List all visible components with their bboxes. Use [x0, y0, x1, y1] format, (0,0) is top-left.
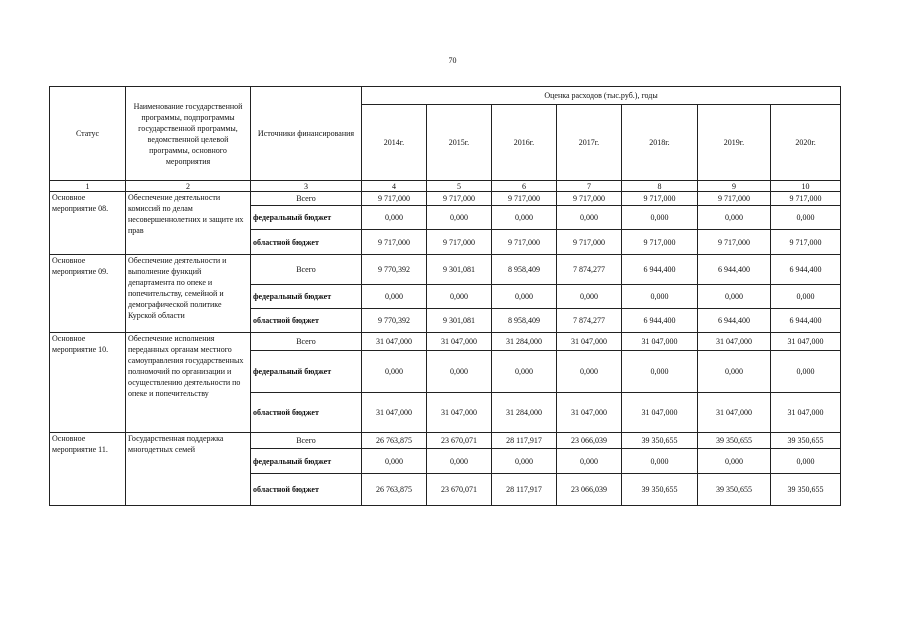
row-value-cell: 23 670,071 [427, 474, 492, 506]
column-index: 5 [427, 181, 492, 192]
row-funding-source: федеральный бюджет [251, 351, 362, 393]
row-value-cell: 0,000 [427, 206, 492, 230]
groups-body [50, 192, 841, 506]
header-status: Статус [50, 87, 126, 181]
row-funding-source: Всего [251, 433, 362, 449]
row-value-cell: 0,000 [771, 285, 841, 309]
column-index: 6 [492, 181, 557, 192]
row-program-name: Обеспечение деятельности и выполнение функций департамента по опеке и попечительству, семейной и демографической политике Курской области [126, 255, 251, 333]
row-value-cell: 31 047,000 [362, 333, 427, 351]
row-value-cell: 39 350,655 [771, 433, 841, 449]
column-index: 8 [622, 181, 698, 192]
row-funding-source: федеральный бюджет [251, 206, 362, 230]
row-value-cell: 0,000 [362, 449, 427, 474]
row-value-cell: 26 763,875 [362, 474, 427, 506]
row-value-cell: 9 717,000 [427, 192, 492, 206]
row-funding-source: Всего [251, 255, 362, 285]
table-row [50, 333, 841, 351]
row-funding-source: областной бюджет [251, 309, 362, 333]
row-value-cell: 0,000 [427, 351, 492, 393]
row-program-name: Государственная поддержка многодетных семей [126, 433, 251, 506]
column-index: 9 [698, 181, 771, 192]
row-status: Основное мероприятие 08. [50, 192, 126, 255]
header-estimate: Оценка расходов (тыс.руб.), годы [362, 87, 841, 105]
column-index: 10 [771, 181, 841, 192]
row-value-cell: 7 874,277 [557, 255, 622, 285]
row-value-cell: 0,000 [492, 449, 557, 474]
page-number: 70 [448, 56, 457, 65]
row-value-cell: 6 944,400 [698, 309, 771, 333]
row-value-cell: 9 717,000 [557, 192, 622, 206]
row-value-cell: 0,000 [557, 206, 622, 230]
header-year: 2015г. [427, 105, 492, 181]
row-value-cell: 9 717,000 [622, 192, 698, 206]
row-value-cell: 31 284,000 [492, 393, 557, 433]
row-value-cell: 6 944,400 [622, 309, 698, 333]
row-value-cell: 0,000 [698, 206, 771, 230]
row-value-cell: 31 284,000 [492, 333, 557, 351]
row-funding-source: областной бюджет [251, 230, 362, 255]
row-value-cell: 31 047,000 [622, 393, 698, 433]
column-index: 1 [50, 181, 126, 192]
row-value-cell: 39 350,655 [698, 433, 771, 449]
row-value-cell: 0,000 [362, 206, 427, 230]
row-value-cell: 31 047,000 [622, 333, 698, 351]
row-value-cell: 9 717,000 [771, 230, 841, 255]
row-funding-source: федеральный бюджет [251, 285, 362, 309]
row-value-cell: 0,000 [622, 449, 698, 474]
header-year: 2019г. [698, 105, 771, 181]
row-status: Основное мероприятие 11. [50, 433, 126, 506]
header-name: Наименование государственной программы, подпрограммы государственной программы, ведомственной целевой программы, основного мероприятия [126, 87, 251, 181]
row-value-cell: 0,000 [771, 449, 841, 474]
column-index-row [50, 181, 841, 192]
header-year: 2018г. [622, 105, 698, 181]
row-program-name: Обеспечение исполнения переданных органам местного самоуправления государственных полномочий по организации и осуществлению деятельности по опеке и попечительству [126, 333, 251, 433]
table-row [50, 255, 841, 285]
row-value-cell: 39 350,655 [622, 433, 698, 449]
row-value-cell: 6 944,400 [771, 309, 841, 333]
row-value-cell: 0,000 [622, 206, 698, 230]
row-value-cell: 0,000 [427, 449, 492, 474]
row-value-cell: 28 117,917 [492, 474, 557, 506]
row-status: Основное мероприятие 10. [50, 333, 126, 433]
row-value-cell: 0,000 [557, 351, 622, 393]
header-year: 2020г. [771, 105, 841, 181]
row-value-cell: 6 944,400 [698, 255, 771, 285]
row-value-cell: 9 717,000 [771, 192, 841, 206]
row-value-cell: 9 717,000 [492, 230, 557, 255]
row-value-cell: 0,000 [492, 285, 557, 309]
row-value-cell: 39 350,655 [698, 474, 771, 506]
row-value-cell: 28 117,917 [492, 433, 557, 449]
column-index: 2 [126, 181, 251, 192]
header-year: 2016г. [492, 105, 557, 181]
row-value-cell: 31 047,000 [771, 333, 841, 351]
header-year: 2017г. [557, 105, 622, 181]
row-value-cell: 23 670,071 [427, 433, 492, 449]
row-value-cell: 31 047,000 [698, 333, 771, 351]
column-index: 7 [557, 181, 622, 192]
row-value-cell: 8 958,409 [492, 255, 557, 285]
row-value-cell: 0,000 [492, 206, 557, 230]
row-funding-source: областной бюджет [251, 393, 362, 433]
row-value-cell: 39 350,655 [622, 474, 698, 506]
column-index: 4 [362, 181, 427, 192]
row-value-cell: 0,000 [492, 351, 557, 393]
row-value-cell: 9 717,000 [698, 192, 771, 206]
row-value-cell: 9 717,000 [698, 230, 771, 255]
row-value-cell: 31 047,000 [427, 393, 492, 433]
row-value-cell: 0,000 [427, 285, 492, 309]
row-value-cell: 9 301,081 [427, 255, 492, 285]
row-value-cell: 23 066,039 [557, 433, 622, 449]
row-value-cell: 0,000 [557, 449, 622, 474]
row-value-cell: 6 944,400 [622, 255, 698, 285]
header-sources: Источники финансирования [251, 87, 362, 181]
header-year: 2014г. [362, 105, 427, 181]
row-value-cell: 9 770,392 [362, 255, 427, 285]
row-value-cell: 8 958,409 [492, 309, 557, 333]
row-value-cell: 0,000 [698, 285, 771, 309]
budget-table [49, 86, 841, 506]
row-funding-source: Всего [251, 333, 362, 351]
row-value-cell: 6 944,400 [771, 255, 841, 285]
table-row [50, 192, 841, 206]
row-value-cell: 31 047,000 [771, 393, 841, 433]
row-value-cell: 9 301,081 [427, 309, 492, 333]
row-value-cell: 0,000 [622, 351, 698, 393]
row-value-cell: 0,000 [698, 449, 771, 474]
row-value-cell: 0,000 [698, 351, 771, 393]
table-row [50, 433, 841, 449]
row-value-cell: 9 717,000 [622, 230, 698, 255]
column-index: 3 [251, 181, 362, 192]
row-value-cell: 31 047,000 [427, 333, 492, 351]
row-value-cell: 39 350,655 [771, 474, 841, 506]
row-value-cell: 9 717,000 [557, 230, 622, 255]
row-status: Основное мероприятие 09. [50, 255, 126, 333]
row-value-cell: 9 717,000 [362, 192, 427, 206]
row-value-cell: 0,000 [771, 351, 841, 393]
row-value-cell: 9 717,000 [492, 192, 557, 206]
row-value-cell: 0,000 [362, 285, 427, 309]
row-value-cell: 0,000 [771, 206, 841, 230]
row-value-cell: 31 047,000 [557, 393, 622, 433]
row-program-name: Обеспечение деятельности комиссий по делам несовершеннолетних и защите их прав [126, 192, 251, 255]
header-row [50, 87, 841, 105]
row-value-cell: 26 763,875 [362, 433, 427, 449]
row-value-cell: 0,000 [362, 351, 427, 393]
row-value-cell: 0,000 [622, 285, 698, 309]
row-funding-source: Всего [251, 192, 362, 206]
row-funding-source: федеральный бюджет [251, 449, 362, 474]
row-value-cell: 9 717,000 [427, 230, 492, 255]
row-value-cell: 7 874,277 [557, 309, 622, 333]
row-value-cell: 31 047,000 [362, 393, 427, 433]
row-value-cell: 9 770,392 [362, 309, 427, 333]
row-value-cell: 23 066,039 [557, 474, 622, 506]
row-funding-source: областной бюджет [251, 474, 362, 506]
row-value-cell: 31 047,000 [557, 333, 622, 351]
row-value-cell: 9 717,000 [362, 230, 427, 255]
row-value-cell: 31 047,000 [698, 393, 771, 433]
row-value-cell: 0,000 [557, 285, 622, 309]
